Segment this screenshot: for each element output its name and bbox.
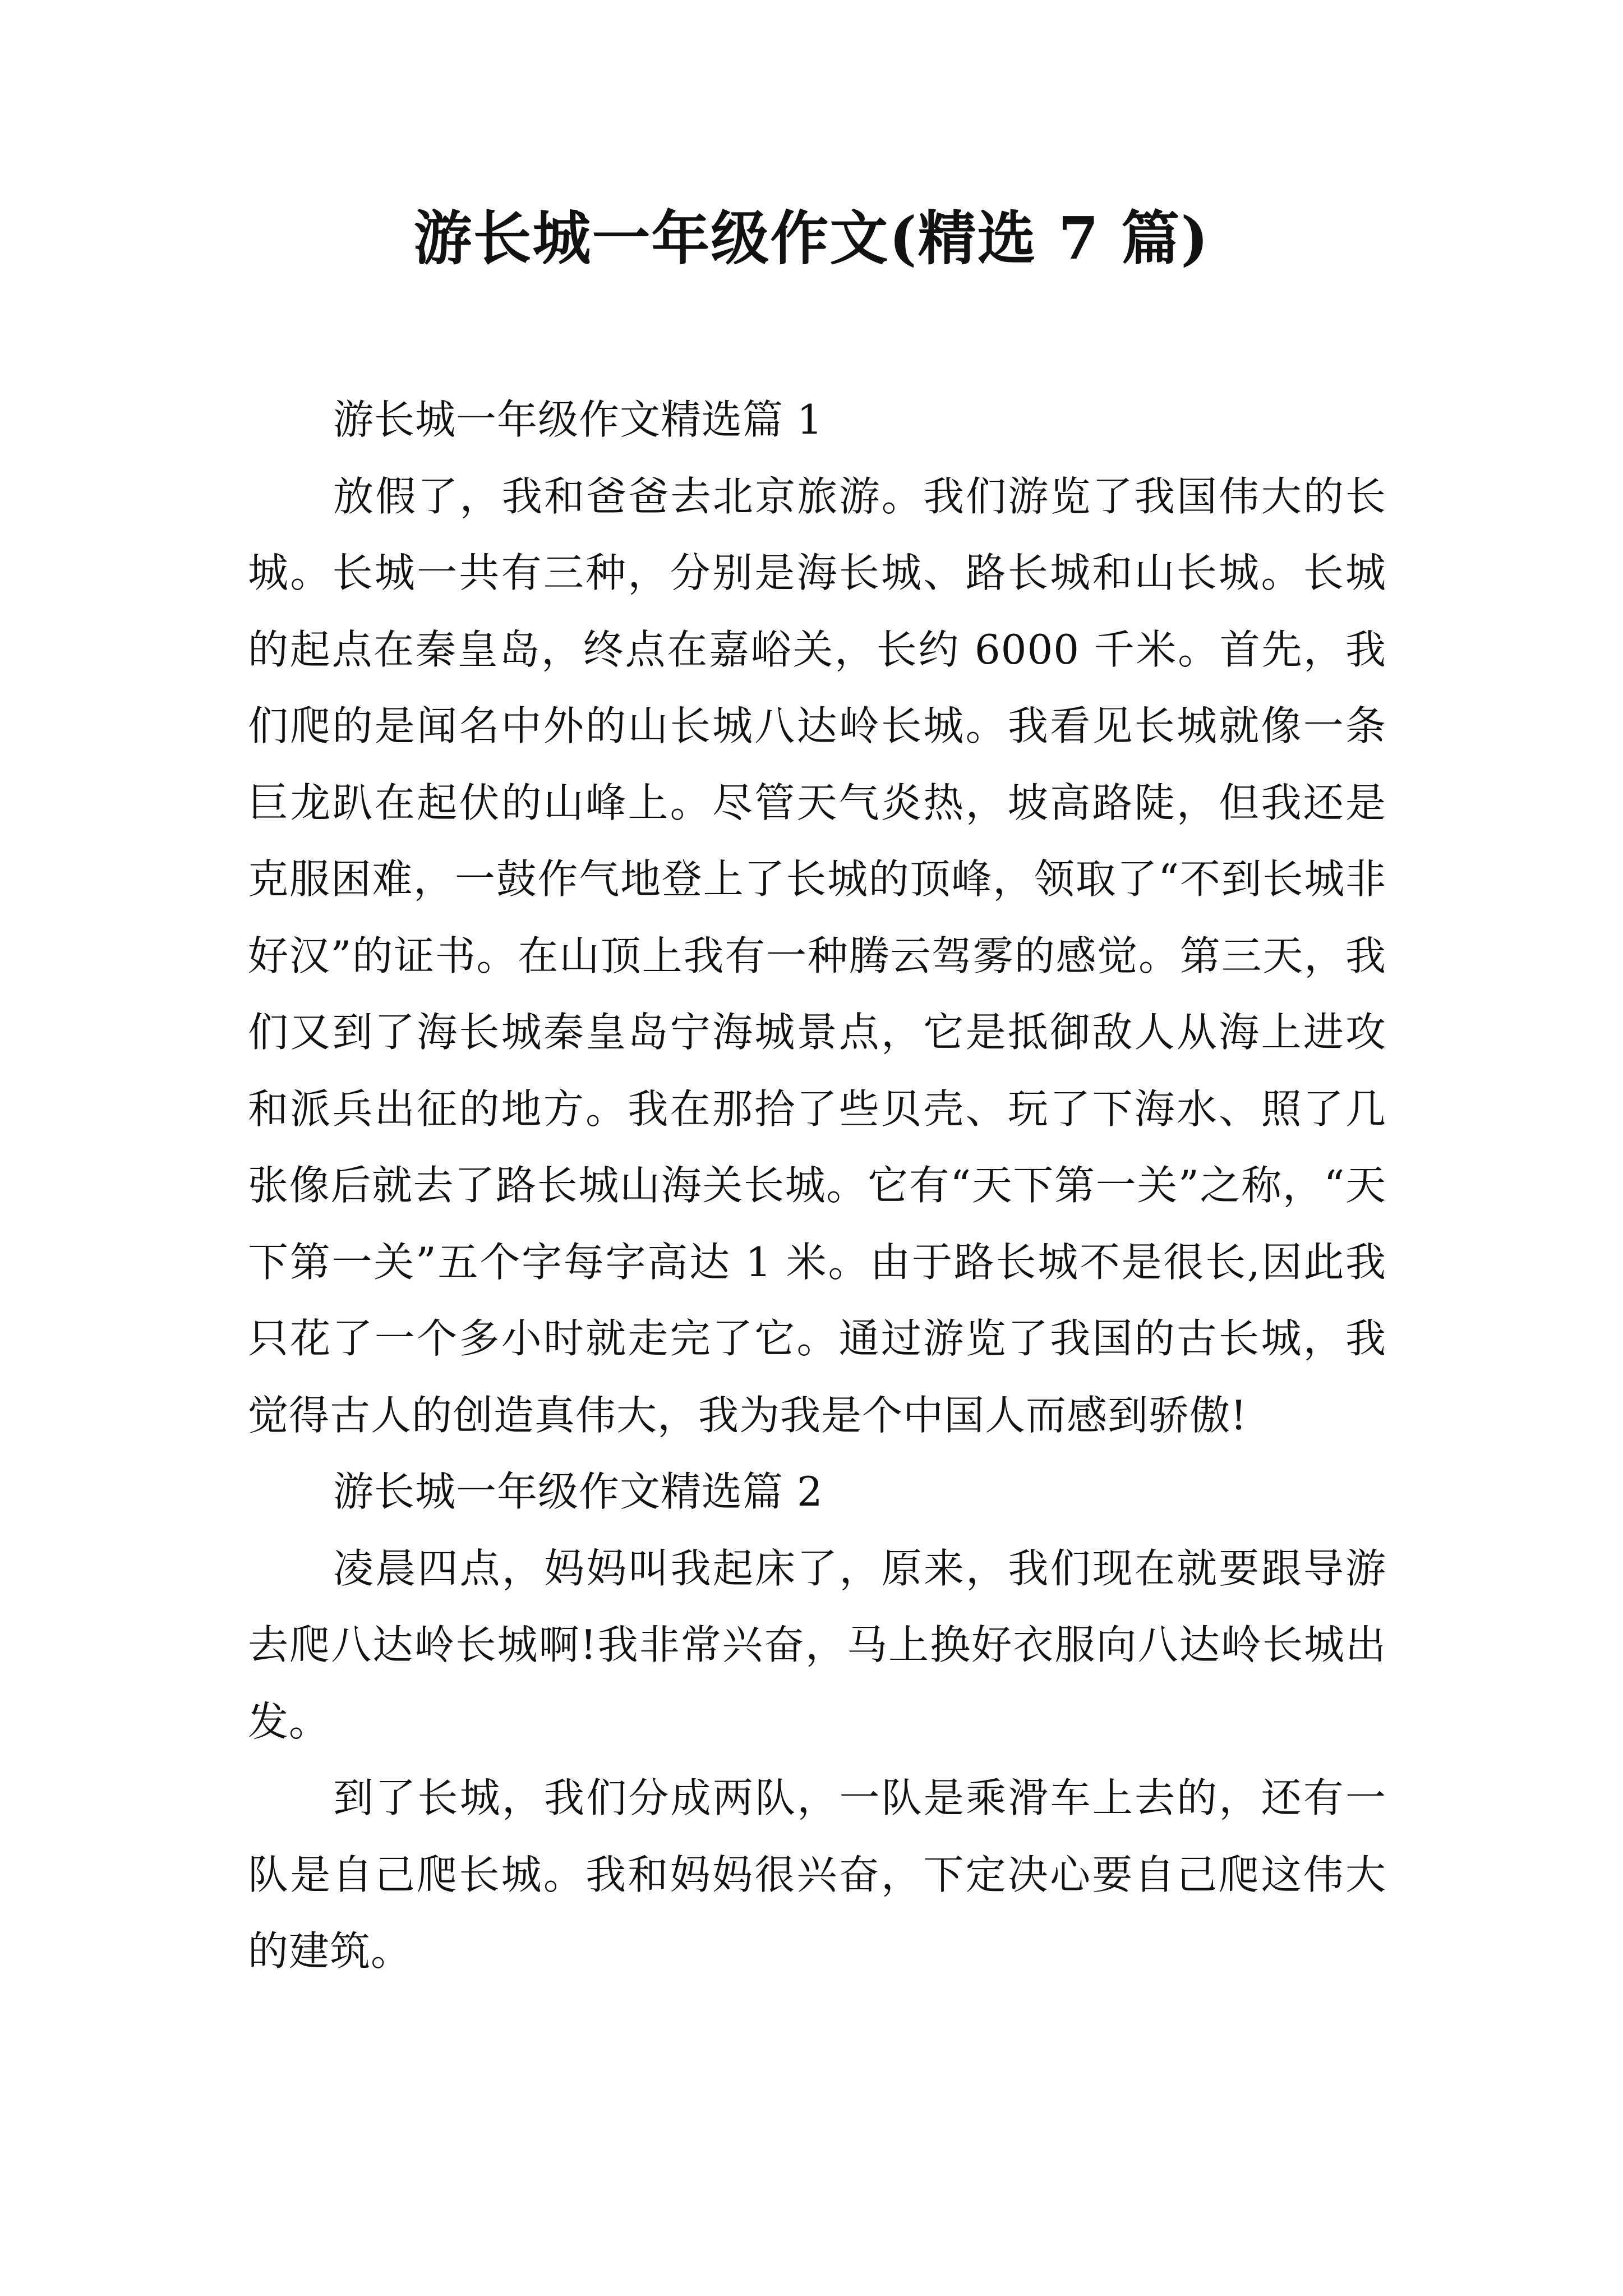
- section-2-paragraph-1: 凌晨四点，妈妈叫我起床了，原来，我们现在就要跟导游去爬八达岭长城啊!我非常兴奋，马上换好衣服向八达岭长城出发。: [248, 1544, 1386, 1745]
- section-2-paragraph-2: 到了长城，我们分成两队，一队是乘滑车上去的，还有一队是自己爬长城。我和妈妈很兴奋，下定决心要自己爬这伟大的建筑。: [248, 1774, 1386, 1975]
- section-heading-2: 游长城一年级作文精选篇 2: [333, 1468, 823, 1515]
- document-title: 游长城一年级作文(精选 7 篇): [413, 204, 1210, 273]
- section-1-paragraph-1: 放假了，我和爸爸去北京旅游。我们游览了我国伟大的长城。长城一共有三种，分别是海长城、路长城和山长城。长城的起点在秦皇岛，终点在嘉峪关，长约 6000 千米。首先，我们爬的是闻名中外的山长城八达岭长城。我看见长城就像一条巨龙趴在起伏的山峰上。尽管天气炎热，坡高路陡，但我还是克服困难，一鼓作气地登上了长城的顶峰，领取了“不到长城非好汉”的证书。在山顶上我有一种腾云驾雾的感觉。第三天，我们又到了海长城秦皇岛宁海城景点，它是抵御敌人从海上进攻和派兵出征的地方。我在那拾了些贝壳、玩了下海水、照了几张像后就去了路长城山海关长城。它有“天下第一关”之称，“天下第一关”五个字每字高达 1 米。由于路长城不是很长,因此我只花了一个多小时就走完了它。通过游览了我国的古长城，我觉得古人的创造真伟大，我为我是个中国人而感到骄傲!: [248, 472, 1386, 1439]
- document-body: [248, 381, 1386, 1990]
- section-heading-1: 游长城一年级作文精选篇 1: [333, 396, 823, 443]
